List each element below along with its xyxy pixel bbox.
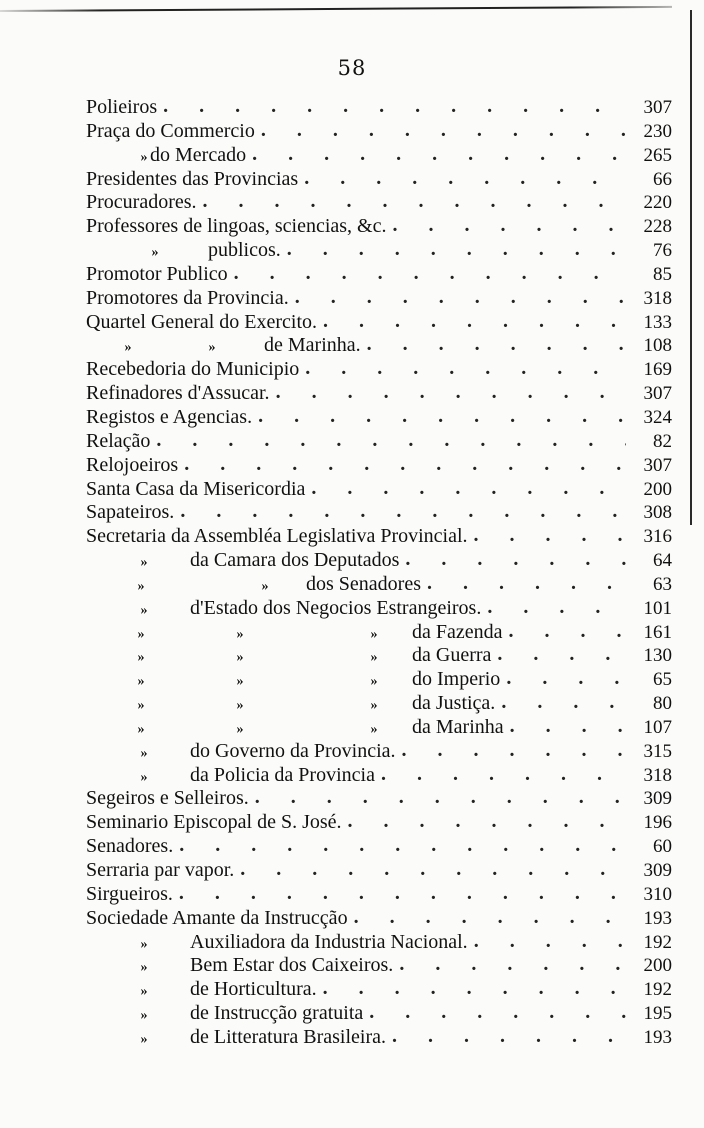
entry-label: de Marinha. bbox=[264, 334, 361, 357]
entry-label: da Policia da Provincia bbox=[190, 763, 375, 786]
index-entry bbox=[86, 287, 672, 311]
dot-leader bbox=[381, 763, 626, 786]
entry-page-number: 308 bbox=[643, 502, 672, 524]
entry-label: Serraria par vapor. bbox=[86, 859, 235, 881]
entry-label: da Camara dos Deputados bbox=[190, 549, 400, 572]
entry-page-number: 307 bbox=[643, 383, 672, 405]
entry-label: Professores de lingoas, sciencias, &c. bbox=[86, 215, 387, 238]
index-entry bbox=[86, 144, 672, 168]
ditto-mark: » bbox=[140, 1008, 148, 1024]
index-entry bbox=[86, 692, 672, 716]
ditto-mark: » bbox=[137, 721, 145, 737]
index-entry bbox=[86, 406, 672, 430]
index-entry bbox=[86, 239, 672, 263]
entry-page-number: 200 bbox=[643, 955, 672, 977]
entry-page-number: 228 bbox=[643, 216, 672, 238]
ditto-mark: » bbox=[140, 149, 148, 165]
ditto-mark: » bbox=[124, 340, 132, 356]
index-entry bbox=[86, 954, 672, 978]
entry-label: da Justiça. bbox=[412, 692, 496, 715]
index-entry bbox=[86, 740, 672, 764]
index-entry bbox=[86, 96, 672, 120]
index-entry bbox=[86, 263, 672, 287]
dot-leader bbox=[203, 190, 626, 213]
ditto-mark: » bbox=[137, 650, 145, 666]
entry-page-number: 315 bbox=[643, 740, 672, 762]
dot-leader bbox=[487, 596, 626, 619]
dot-leader bbox=[506, 667, 626, 690]
index-entry bbox=[86, 1026, 672, 1050]
ditto-mark: » bbox=[140, 936, 148, 952]
entry-page-number: 85 bbox=[653, 263, 672, 285]
dot-leader bbox=[402, 739, 626, 762]
dot-leader bbox=[184, 453, 626, 476]
entry-page-number: 80 bbox=[653, 693, 672, 715]
dot-leader bbox=[405, 548, 626, 571]
dot-leader bbox=[240, 858, 626, 881]
index-entry bbox=[86, 716, 672, 740]
entry-label: do Mercado bbox=[150, 143, 247, 166]
entry-label: Auxiliadora da Industria Nacional. bbox=[190, 930, 468, 953]
entry-page-number: 265 bbox=[643, 144, 672, 166]
ditto-mark: » bbox=[236, 721, 244, 737]
entry-label: dos Senadores bbox=[306, 572, 421, 595]
entry-page-number: 63 bbox=[653, 573, 672, 595]
dot-leader bbox=[287, 238, 626, 261]
ditto-mark: » bbox=[151, 245, 159, 261]
index-entry bbox=[86, 215, 672, 239]
dot-leader bbox=[261, 119, 626, 142]
ditto-mark: » bbox=[261, 578, 269, 594]
entry-page-number: 107 bbox=[643, 716, 672, 738]
entry-page-number: 307 bbox=[643, 97, 672, 118]
index-entry bbox=[86, 358, 672, 382]
ditto-mark: » bbox=[140, 960, 148, 976]
page-number: 58 bbox=[337, 56, 367, 80]
dot-leader bbox=[474, 524, 626, 547]
entry-label: de Litteratura Brasileira. bbox=[190, 1025, 387, 1048]
page-edge-line bbox=[690, 10, 692, 525]
index-entry bbox=[86, 931, 672, 955]
entry-page-number: 200 bbox=[643, 478, 672, 500]
entry-label: Praça do Commercio bbox=[86, 119, 255, 142]
entry-label: da Fazenda bbox=[412, 620, 503, 643]
index-entry bbox=[86, 311, 672, 335]
dot-leader bbox=[311, 477, 626, 500]
index-entry bbox=[86, 501, 672, 525]
entry-label: de Instrucção gratuita bbox=[190, 1002, 364, 1025]
dot-leader bbox=[497, 643, 626, 666]
entry-label: Polieiros bbox=[86, 96, 158, 118]
entry-label: Santa Casa da Misericordia bbox=[86, 477, 306, 500]
entry-page-number: 196 bbox=[643, 812, 672, 834]
index-entry bbox=[86, 382, 672, 406]
entry-label: do Governo da Provincia. bbox=[190, 739, 396, 762]
index-entry bbox=[86, 1002, 672, 1026]
entry-page-number: 195 bbox=[643, 1003, 672, 1025]
entry-label: publicos. bbox=[208, 239, 281, 262]
dot-leader bbox=[392, 1025, 626, 1048]
entry-page-number: 192 bbox=[643, 931, 672, 953]
entry-label: Presidentes das Provincias bbox=[86, 167, 299, 190]
index-entry bbox=[86, 525, 672, 549]
entry-page-number: 310 bbox=[643, 883, 672, 905]
entry-page-number: 318 bbox=[643, 764, 672, 786]
dot-leader bbox=[295, 286, 626, 309]
entry-label: de Horticultura. bbox=[190, 978, 317, 1001]
dot-leader bbox=[179, 834, 626, 857]
dot-leader bbox=[258, 405, 626, 428]
dot-leader bbox=[305, 357, 626, 380]
entry-page-number: 309 bbox=[643, 788, 672, 810]
entry-page-number: 65 bbox=[653, 669, 672, 691]
index-entry bbox=[86, 191, 672, 215]
entry-label: Quartel General do Exercito. bbox=[86, 310, 318, 333]
dot-leader bbox=[510, 715, 626, 738]
entry-label: do Imperio bbox=[412, 668, 501, 691]
ditto-mark: » bbox=[137, 578, 145, 594]
index-entry bbox=[86, 811, 672, 835]
entry-label: Senadores. bbox=[86, 835, 174, 858]
dot-leader bbox=[392, 214, 626, 237]
dot-leader bbox=[427, 572, 626, 595]
ditto-mark: » bbox=[370, 721, 378, 737]
ditto-mark: » bbox=[140, 1031, 148, 1047]
entry-label: Secretaria da Assembléa Legislativa Provincial. bbox=[86, 525, 468, 548]
index-entry bbox=[86, 597, 672, 621]
entry-page-number: 108 bbox=[643, 335, 672, 357]
ditto-mark: » bbox=[140, 602, 148, 618]
index-entry bbox=[86, 549, 672, 573]
dot-leader bbox=[399, 953, 626, 976]
entry-label: Refinadores d'Assucar. bbox=[86, 382, 270, 405]
entry-label: d'Estado dos Negocios Estrangeiros. bbox=[190, 596, 482, 619]
index-entry bbox=[86, 454, 672, 478]
index-entry bbox=[86, 168, 672, 192]
entry-page-number: 60 bbox=[653, 836, 672, 858]
entry-page-number: 318 bbox=[643, 287, 672, 309]
entry-page-number: 307 bbox=[643, 454, 672, 476]
entry-page-number: 66 bbox=[653, 168, 672, 190]
dot-leader bbox=[304, 167, 626, 190]
entry-label: Promotores da Provincia. bbox=[86, 286, 289, 309]
dot-leader bbox=[276, 381, 626, 404]
entry-label: Relojoeiros bbox=[86, 453, 179, 476]
top-rule bbox=[0, 6, 672, 12]
ditto-mark: » bbox=[236, 698, 244, 714]
ditto-mark: » bbox=[370, 650, 378, 666]
entry-page-number: 193 bbox=[643, 1026, 672, 1048]
ditto-mark: » bbox=[137, 674, 145, 690]
entry-page-number: 193 bbox=[643, 907, 672, 929]
ditto-mark: » bbox=[140, 745, 148, 761]
index-entry bbox=[86, 120, 672, 144]
entry-page-number: 64 bbox=[653, 550, 672, 572]
index-entry bbox=[86, 787, 672, 811]
entry-page-number: 130 bbox=[643, 645, 672, 667]
ditto-mark: » bbox=[370, 626, 378, 642]
entry-label: Promotor Publico bbox=[86, 262, 228, 285]
entry-page-number: 101 bbox=[643, 597, 672, 619]
dot-leader bbox=[234, 262, 626, 285]
ditto-mark: » bbox=[208, 340, 216, 356]
dot-leader bbox=[179, 882, 626, 905]
entry-page-number: 169 bbox=[643, 359, 672, 381]
dot-leader bbox=[323, 977, 626, 1000]
ditto-mark: » bbox=[236, 650, 244, 666]
index-entry bbox=[86, 621, 672, 645]
entry-page-number: 161 bbox=[643, 621, 672, 643]
index-entry bbox=[86, 573, 672, 597]
entry-page-number: 76 bbox=[653, 240, 672, 262]
entry-page-number: 192 bbox=[643, 979, 672, 1001]
index-entry bbox=[86, 859, 672, 883]
dot-leader bbox=[156, 429, 626, 452]
entry-page-number: 324 bbox=[643, 406, 672, 428]
dot-leader bbox=[509, 620, 626, 643]
index-entry bbox=[86, 334, 672, 358]
dot-leader bbox=[252, 143, 626, 166]
dot-leader bbox=[367, 333, 626, 356]
ditto-mark: » bbox=[236, 626, 244, 642]
entry-label: Procuradores. bbox=[86, 191, 197, 214]
index-entry bbox=[86, 478, 672, 502]
ditto-mark: » bbox=[137, 626, 145, 642]
entry-page-number: 316 bbox=[643, 526, 672, 548]
ditto-mark: » bbox=[236, 674, 244, 690]
dot-leader bbox=[163, 95, 626, 118]
ditto-mark: » bbox=[140, 984, 148, 1000]
entry-label: Sirgueiros. bbox=[86, 882, 173, 905]
ditto-mark: » bbox=[140, 769, 148, 785]
entry-page-number: 230 bbox=[643, 120, 672, 142]
entry-label: Sociedade Amante da Instrucção bbox=[86, 906, 348, 929]
index-entry bbox=[86, 644, 672, 668]
entry-page-number: 133 bbox=[643, 311, 672, 333]
dot-leader bbox=[501, 691, 626, 714]
dot-leader bbox=[474, 930, 626, 953]
entry-label: Registos e Agencias. bbox=[86, 405, 253, 428]
index-list bbox=[86, 96, 672, 1050]
entry-label: Segeiros e Selleiros. bbox=[86, 787, 249, 810]
dot-leader bbox=[369, 1001, 626, 1024]
entry-page-number: 309 bbox=[643, 860, 672, 881]
dot-leader bbox=[354, 906, 626, 929]
ditto-mark: » bbox=[137, 698, 145, 714]
entry-label: da Guerra bbox=[412, 644, 492, 667]
dot-leader bbox=[180, 500, 626, 523]
ditto-mark: » bbox=[370, 674, 378, 690]
index-entry bbox=[86, 835, 672, 859]
dot-leader bbox=[348, 810, 626, 833]
index-entry bbox=[86, 764, 672, 788]
index-entry bbox=[86, 668, 672, 692]
index-entry bbox=[86, 907, 672, 931]
entry-label: Relação bbox=[86, 429, 151, 452]
dot-leader bbox=[255, 786, 626, 809]
entry-label: Sapateiros. bbox=[86, 501, 175, 524]
entry-label: Bem Estar dos Caixeiros. bbox=[190, 954, 394, 977]
index-entry bbox=[86, 883, 672, 907]
index-entry bbox=[86, 430, 672, 454]
ditto-mark: » bbox=[370, 698, 378, 714]
entry-label: Seminario Episcopal de S. José. bbox=[86, 811, 342, 834]
entry-label: da Marinha bbox=[412, 715, 504, 738]
ditto-mark: » bbox=[140, 555, 148, 571]
dot-leader bbox=[323, 310, 626, 333]
entry-page-number: 82 bbox=[653, 430, 672, 452]
entry-page-number: 220 bbox=[643, 192, 672, 214]
index-entry bbox=[86, 978, 672, 1002]
entry-label: Recebedoria do Municipio bbox=[86, 358, 300, 381]
